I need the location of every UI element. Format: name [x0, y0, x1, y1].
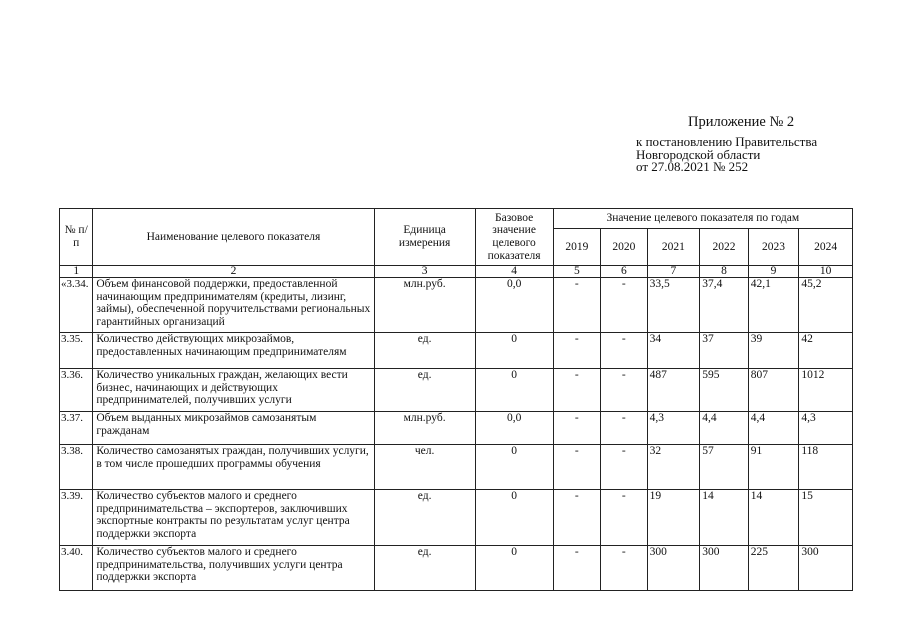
value-2024: 4,3 [799, 412, 853, 445]
value-2023: 91 [748, 445, 799, 490]
row-number: 3.36. [60, 369, 93, 412]
column-number: 1 [60, 266, 93, 278]
column-number: 3 [374, 266, 475, 278]
row-number: 3.40. [60, 546, 93, 591]
header-years-group: Значение целевого показателя по годам [553, 209, 852, 229]
indicator-unit: млн.руб. [374, 278, 475, 333]
table-row [60, 490, 853, 546]
value-2024: 118 [799, 445, 853, 490]
value-2022: 595 [700, 369, 749, 412]
value-2021: 33,5 [647, 278, 700, 333]
header-year-2023: 2023 [748, 229, 799, 266]
value-2022: 37,4 [700, 278, 749, 333]
header-base: Базовое значение целевого показателя [475, 209, 553, 266]
value-2019: - [553, 445, 601, 490]
header-num: № п/п [60, 209, 93, 266]
table-row [60, 412, 853, 445]
value-2023: 4,4 [748, 412, 799, 445]
indicator-unit: ед. [374, 333, 475, 369]
value-2022: 37 [700, 333, 749, 369]
header-name: Наименование целевого показателя [93, 209, 374, 266]
table-row [60, 333, 853, 369]
row-number: «3.34. [60, 278, 93, 333]
indicator-unit: млн.руб. [374, 412, 475, 445]
table-row [60, 546, 853, 591]
value-2024: 45,2 [799, 278, 853, 333]
column-number: 2 [93, 266, 374, 278]
header-year-2021: 2021 [647, 229, 700, 266]
indicator-unit: ед. [374, 490, 475, 546]
indicator-name: Объем выданных микрозаймов самозанятым гражданам [93, 412, 374, 445]
table-row [60, 445, 853, 490]
value-2019: - [553, 412, 601, 445]
value-2022: 300 [700, 546, 749, 591]
indicator-base: 0 [475, 490, 553, 546]
value-2023: 225 [748, 546, 799, 591]
indicator-name: Количество уникальных граждан, желающих вести бизнес, начинающих и действующих предпринимателей, получивших услуги [93, 369, 374, 412]
row-number: 3.35. [60, 333, 93, 369]
value-2019: - [553, 546, 601, 591]
value-2022: 14 [700, 490, 749, 546]
value-2024: 300 [799, 546, 853, 591]
header-unit: Единица измерения [374, 209, 475, 266]
header-year-2020: 2020 [601, 229, 648, 266]
value-2021: 19 [647, 490, 700, 546]
appendix-line-3: от 27.08.2021 № 252 [636, 159, 749, 175]
appendix-line-1: к постановлению Правительства [636, 134, 818, 149]
column-numbers-row [60, 266, 853, 278]
value-2020: - [601, 490, 648, 546]
indicator-unit: чел. [374, 445, 475, 490]
header-year-2022: 2022 [700, 229, 749, 266]
table-row [60, 278, 853, 333]
value-2024: 15 [799, 490, 853, 546]
value-2021: 4,3 [647, 412, 700, 445]
value-2021: 34 [647, 333, 700, 369]
header-year-2024: 2024 [799, 229, 853, 266]
indicator-base: 0,0 [475, 412, 553, 445]
value-2021: 300 [647, 546, 700, 591]
column-number: 10 [799, 266, 853, 278]
row-number: 3.37. [60, 412, 93, 445]
indicator-name: Количество субъектов малого и среднего предпринимательства – экспортеров, заключивших экспортные контракты по результатам услуг центра поддержки экспорта [93, 490, 374, 546]
indicator-unit: ед. [374, 546, 475, 591]
column-number: 5 [553, 266, 601, 278]
value-2019: - [553, 369, 601, 412]
row-number: 3.39. [60, 490, 93, 546]
value-2020: - [601, 333, 648, 369]
value-2023: 14 [748, 490, 799, 546]
header-year-2019: 2019 [553, 229, 601, 266]
column-number: 6 [601, 266, 648, 278]
row-number: 3.38. [60, 445, 93, 490]
indicator-name: Количество самозанятых граждан, получивших услуги, в том числе прошедших программы обучения [93, 445, 374, 490]
value-2023: 807 [748, 369, 799, 412]
column-number: 7 [647, 266, 700, 278]
appendix-line-2: Новгородской области [636, 146, 761, 162]
indicator-name: Количество субъектов малого и среднего предпринимательства, получивших услуги центра поддержки экспорта [93, 546, 374, 591]
indicator-name: Объем финансовой поддержки, предоставленной начинающим предпринимателям (кредиты, лизинг, займы), обеспеченной поручительствами региональных гарантийных организаций [93, 278, 374, 333]
value-2022: 57 [700, 445, 749, 490]
value-2024: 1012 [799, 369, 853, 412]
value-2020: - [601, 445, 648, 490]
appendix-title: Приложение № 2 [688, 114, 795, 130]
value-2020: - [601, 369, 648, 412]
table-row [60, 369, 853, 412]
value-2021: 32 [647, 445, 700, 490]
value-2022: 4,4 [700, 412, 749, 445]
indicators-table [59, 208, 853, 591]
value-2023: 39 [748, 333, 799, 369]
column-number: 9 [748, 266, 799, 278]
indicator-base: 0 [475, 369, 553, 412]
indicator-unit: ед. [374, 369, 475, 412]
value-2021: 487 [647, 369, 700, 412]
indicator-name: Количество действующих микрозаймов, предоставленных начинающим предпринимателям [93, 333, 374, 369]
indicator-base: 0 [475, 546, 553, 591]
indicator-base: 0 [475, 333, 553, 369]
value-2019: - [553, 278, 601, 333]
value-2019: - [553, 490, 601, 546]
value-2023: 42,1 [748, 278, 799, 333]
column-number: 8 [700, 266, 749, 278]
value-2019: - [553, 333, 601, 369]
value-2020: - [601, 278, 648, 333]
indicator-base: 0,0 [475, 278, 553, 333]
value-2024: 42 [799, 333, 853, 369]
value-2020: - [601, 412, 648, 445]
value-2020: - [601, 546, 648, 591]
indicator-base: 0 [475, 445, 553, 490]
column-number: 4 [475, 266, 553, 278]
appendix-header [636, 115, 896, 174]
